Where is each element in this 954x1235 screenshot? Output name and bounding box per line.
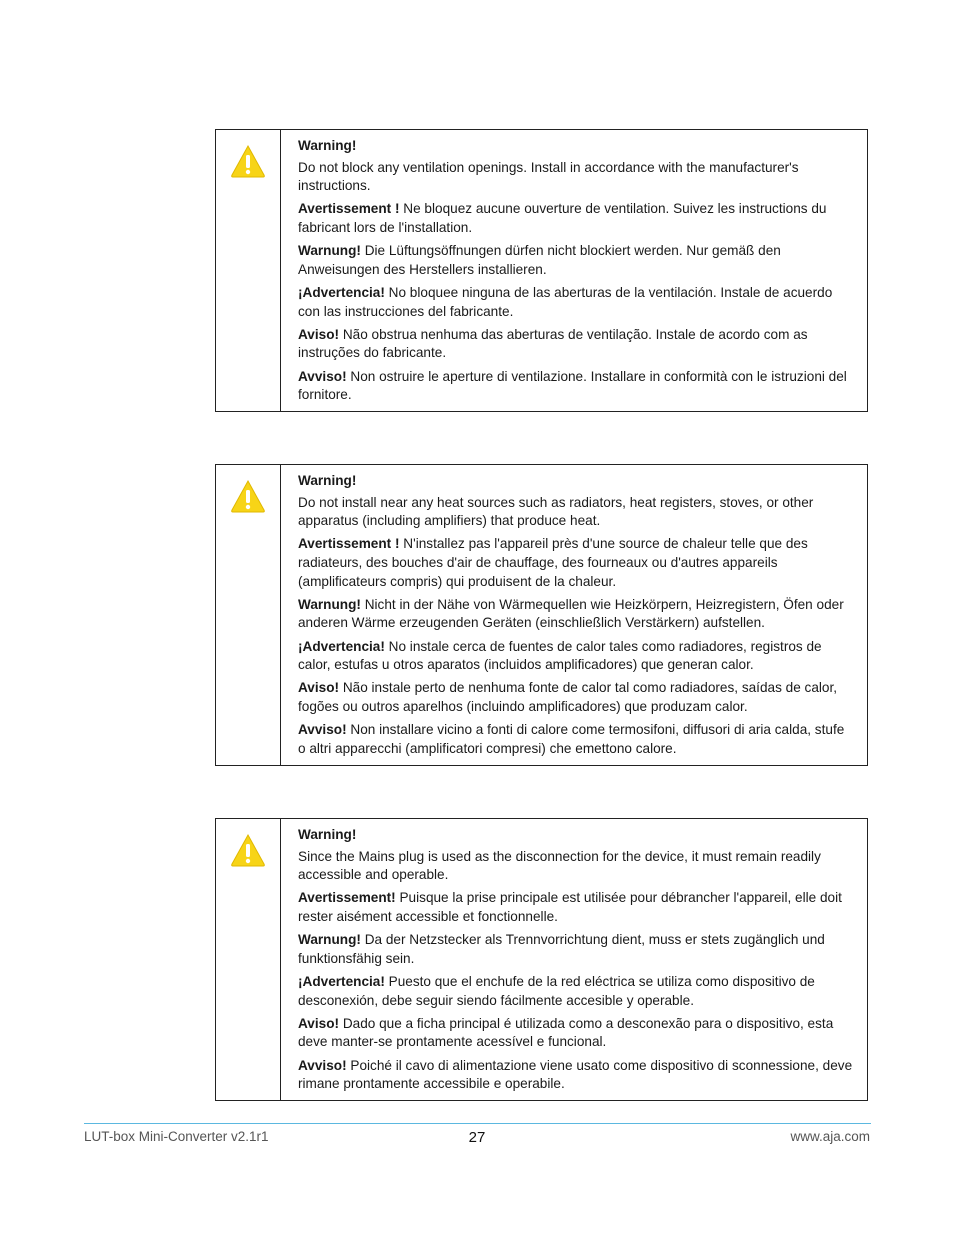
footer-rule: [84, 1123, 871, 1124]
warning-title: Warning!: [298, 827, 357, 842]
page-number: 27: [468, 1129, 486, 1146]
warning-icon-cell: [216, 819, 281, 1100]
warning-german: Warnung! Da der Netzstecker als Trennvorrichtung dient, muss er stets zugänglich und funktionsfähig sein.: [298, 932, 825, 966]
warning-german: Warnung! Nicht in der Nähe von Wärmequellen wie Heizkörpern, Heizregistern, Öfen oder anderen Wärme erzeugenden Geräten (einschließlich Verstärkern) aufstellen.: [298, 596, 844, 631]
warning-text: [281, 819, 867, 1100]
warning-italian: Avviso! Non ostruire le aperture di ventilazione. Installare in conformità con le istruzioni del fornitore.: [298, 368, 847, 403]
warning-french: Avertissement! Puisque la prise principale est utilisée pour débrancher l'appareil, elle doit rester aisément accessible et fonctionnelle.: [298, 890, 842, 924]
warning-portuguese: Aviso! Não obstrua nenhuma das aberturas de ventilação. Instale de acordo com as instruções do fabricante.: [298, 326, 808, 361]
warning-italian: Avviso! Non installare vicino a fonti di calore come termosifoni, diffusori di aria calda, stufe o altri apparecchi (amplificatori compresi) che emettono calore.: [298, 722, 845, 756]
warning-portuguese: Aviso! Não instale perto de nenhuma fonte de calor tal como radiadores, saídas de calor, fogões ou outros aparelhos (incluindo amplificadores) que produzam calor.: [298, 680, 838, 714]
warning-english: Since the Mains plug is used as the disconnection for the device, it must remain readily accessible and operable.: [298, 848, 821, 883]
warning-french: Avertissement ! Ne bloquez aucune ouverture de ventilation. Suivez les instructions du fabricant lors de l'installation.: [298, 201, 827, 235]
warning-spanish: ¡Advertencia! Puesto que el enchufe de la red eléctrica se utiliza como dispositivo de desconexión, debe seguir siendo fácilmente accesible y operable.: [298, 973, 815, 1008]
warning-english: Do not block any ventilation openings. Install in accordance with the manufacturer's instructions.: [298, 159, 799, 194]
warning-icon-cell: [216, 130, 281, 411]
warning-spanish: ¡Advertencia! No instale cerca de fuentes de calor tales como radiadores, registros de calor, estufas u otros aparatos (incluidos amplificadores) que generan calor.: [298, 638, 822, 673]
warning-french: Avertissement ! N'installez pas l'appareil près d'une source de chaleur telle que des radiateurs, des bouches d'air de chauffage, des fourneaux ou d'autres appareils (amplificateurs compris) qui produisent de la chaleur.: [298, 536, 808, 589]
warning-box-heat-sources: [215, 464, 868, 766]
warning-text: [281, 465, 867, 765]
warning-title: Warning!: [298, 138, 357, 153]
warning-spanish: ¡Advertencia! No bloquee ninguna de las aberturas de la ventilación. Instale de acuerdo con las instrucciones del fabricante.: [298, 284, 833, 319]
warning-english: Do not install near any heat sources such as radiators, heat registers, stoves, or other apparatus (including amplifiers) that produce heat.: [298, 494, 814, 529]
warning-triangle-icon: [230, 479, 266, 513]
warning-title: Warning!: [298, 473, 357, 488]
footer-website-link[interactable]: www.aja.com: [790, 1129, 870, 1144]
warning-german: Warnung! Die Lüftungsöffnungen dürfen nicht blockiert werden. Nur gemäß den Anweisungen des Herstellers installieren.: [298, 243, 781, 277]
warning-text: [281, 130, 867, 411]
warning-portuguese: Aviso! Dado que a ficha principal é utilizada como a desconexão para o dispositivo, esta deve manter-se prontamente acessível e funcional.: [298, 1015, 834, 1050]
warning-italian: Avviso! Poiché il cavo di alimentazione viene usato come dispositivo di sconnessione, deve rimane prontamente accessibile e operabile.: [298, 1057, 853, 1092]
warning-triangle-icon: [230, 144, 266, 178]
footer-product-version: LUT-box Mini-Converter v2.1r1: [84, 1129, 269, 1144]
warning-box-ventilation: [215, 129, 868, 412]
warning-box-mains-plug: [215, 818, 868, 1101]
warning-icon-cell: [216, 465, 281, 765]
warning-triangle-icon: [230, 833, 266, 867]
